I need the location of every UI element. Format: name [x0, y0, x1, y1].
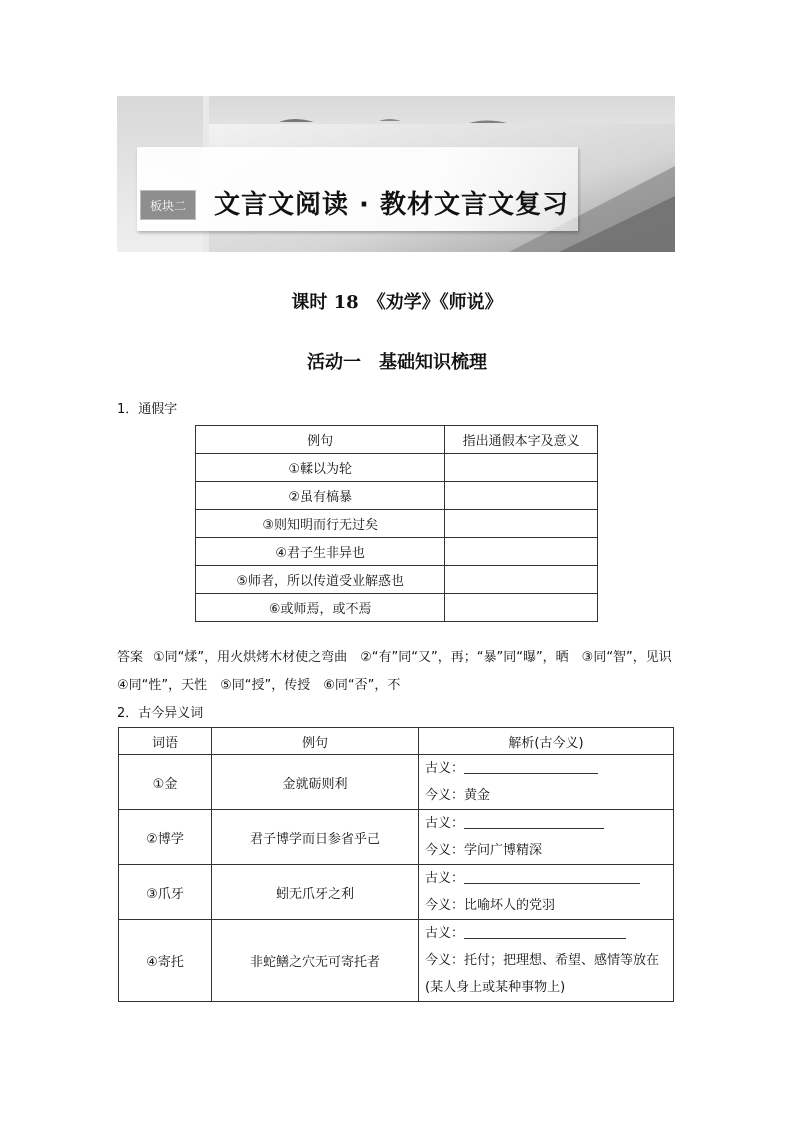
tongjiazi-table: [195, 425, 598, 622]
gujinyiyi-table: [118, 727, 674, 1002]
table-row: [196, 454, 598, 482]
answer-cell[interactable]: [445, 482, 598, 510]
table-row: [119, 865, 674, 920]
modern-meaning: 今义：黄金: [425, 788, 491, 803]
column-header: 指出通假本字及意义: [445, 426, 598, 454]
answer-paragraph: [117, 644, 685, 700]
table-row: [119, 920, 674, 1002]
example-cell: ⑥或师焉，或不焉: [196, 594, 445, 622]
section-heading-gujinyiyi: 2．古今异义词: [117, 706, 204, 721]
column-header: 例句: [196, 426, 445, 454]
table-row: [196, 566, 598, 594]
word-cell: ①金: [119, 755, 212, 810]
ancient-label: 古义：: [425, 761, 465, 776]
word-cell: ③爪牙: [119, 865, 212, 920]
answer-cell[interactable]: [445, 566, 598, 594]
answer-cell[interactable]: [445, 594, 598, 622]
ancient-blank[interactable]: [464, 759, 598, 774]
ancient-label: 古义：: [425, 871, 465, 886]
answer-cell[interactable]: [445, 538, 598, 566]
column-header: 解析(古今义): [419, 728, 674, 755]
table-row: [196, 538, 598, 566]
example-cell: ④君子生非异也: [196, 538, 445, 566]
table-row: [196, 482, 598, 510]
answer-cell[interactable]: [445, 510, 598, 538]
example-cell: 蚓无爪牙之利: [212, 865, 419, 920]
example-cell: ⑤师者，所以传道受业解惑也: [196, 566, 445, 594]
example-cell: 君子博学而日参省乎己: [212, 810, 419, 865]
table-header-row: [196, 426, 598, 454]
example-cell: 非蛇鳝之穴无可寄托者: [212, 920, 419, 1002]
example-cell: ①輮以为轮: [196, 454, 445, 482]
section-tag: 板块二: [140, 190, 196, 220]
banner-title: 文言文阅读 · 教材文言文复习: [214, 190, 569, 220]
modern-meaning: 今义：学问广博精深: [425, 843, 543, 858]
modern-meaning: 今义：比喻坏人的党羽: [425, 898, 556, 913]
table-row: [119, 810, 674, 865]
word-cell: ④寄托: [119, 920, 212, 1002]
word-cell: ②博学: [119, 810, 212, 865]
ancient-label: 古义：: [425, 816, 465, 831]
table-row: [196, 510, 598, 538]
example-cell: 金就砺则利: [212, 755, 419, 810]
column-header: 词语: [119, 728, 212, 755]
column-header: 例句: [212, 728, 419, 755]
modern-meaning: 今义：托付；把理想、希望、感情等放在(某人身上或某种事物上): [425, 953, 660, 995]
ancient-blank[interactable]: [464, 869, 640, 884]
table-row: [119, 755, 674, 810]
answer-label: 答案: [117, 650, 144, 665]
analysis-cell: [419, 755, 674, 810]
answer-text: ①同“煣”，用火烘烤木材使之弯曲 ②“有”同“又”，再；“暴”同“曝”，晒 ③同“智”，见识 ④同“性”，天性 ⑤同“授”，传授 ⑥同“否”，不: [117, 650, 685, 693]
lesson-title: 课时 18 《劝学》《师说》: [291, 292, 503, 313]
analysis-cell: [419, 865, 674, 920]
section-heading-tongjiazi: 1．通假字: [117, 402, 178, 417]
table-header-row: [119, 728, 674, 755]
example-cell: ②虽有槁暴: [196, 482, 445, 510]
analysis-cell: [419, 810, 674, 865]
analysis-cell: [419, 920, 674, 1002]
ancient-blank[interactable]: [464, 924, 626, 939]
activity-title: 活动一 基础知识梳理: [307, 352, 487, 373]
ancient-label: 古义：: [425, 926, 465, 941]
ancient-blank[interactable]: [464, 814, 604, 829]
table-row: [196, 594, 598, 622]
example-cell: ③则知明而行无过矣: [196, 510, 445, 538]
answer-cell[interactable]: [445, 454, 598, 482]
